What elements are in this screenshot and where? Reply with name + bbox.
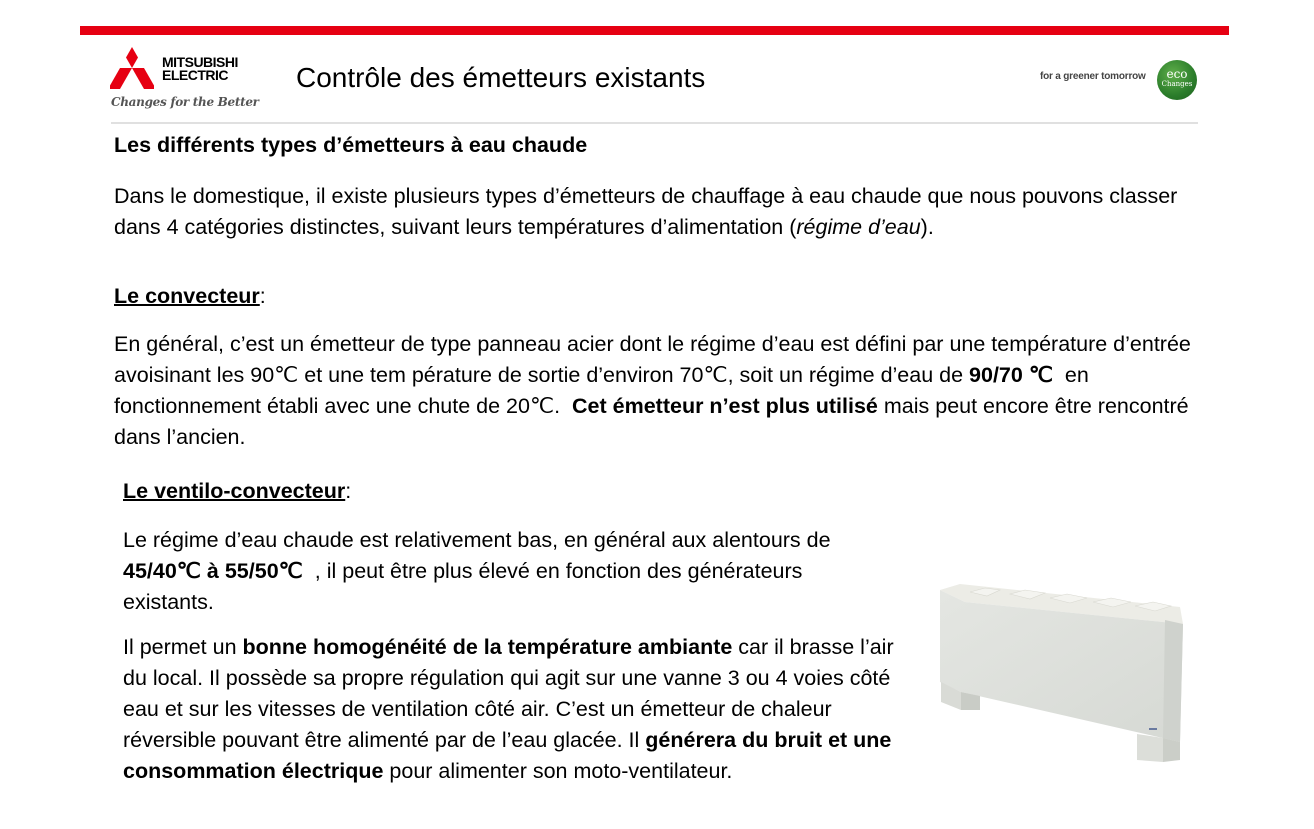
- intro-paragraph: [114, 181, 1204, 243]
- ventilo-colon: :: [345, 479, 352, 503]
- page-title: Contrôle des émetteurs existants: [296, 62, 706, 93]
- section-heading: Les différents types d’émetteurs à eau chaude: [114, 133, 588, 157]
- convecteur-title: Le convecteur: [114, 284, 260, 308]
- convecteur-text-2: en fonctionnement établi avec une chute de 20℃.: [114, 363, 1095, 418]
- convecteur-colon: :: [259, 284, 266, 308]
- ventilo-p2-text-3: pour alimenter son moto-ventilateur.: [383, 759, 733, 783]
- ventilo-paragraph-1: [123, 525, 883, 618]
- fan-coil-unit-image: [925, 572, 1205, 772]
- brand-line1: MITSUBISHI: [162, 54, 238, 70]
- intro-end: ).: [920, 215, 934, 239]
- eco-badge-top: eco: [1166, 67, 1188, 81]
- ventilo-title: Le ventilo-convecteur: [123, 479, 346, 503]
- convecteur-text-3: mais peut encore être rencontré dans l’ancien.: [114, 394, 1189, 449]
- brand-name: [162, 56, 238, 82]
- intro-italic: régime d’eau: [796, 215, 921, 239]
- ventilo-paragraph-2: [123, 632, 903, 787]
- ventilo-heading: [123, 479, 351, 504]
- convecteur-bold-2: Cet émetteur n’est plus utilisé: [572, 394, 878, 418]
- convecteur-paragraph: [114, 329, 1204, 453]
- convecteur-text-1: En général, c’est un émetteur de type panneau acier dont le régime d’eau est défini par une température d’entrée avoisinant les 90℃ et une tem pérature de sortie d’environ 70℃, soit un régime d’eau de: [114, 332, 1191, 387]
- three-diamonds-icon: [110, 47, 154, 91]
- ventilo-p1-bold: 45/40℃ à 55/50℃: [123, 559, 303, 583]
- ventilo-p1-text-1: Le régime d’eau chaude est relativement bas, en général aux alentours de: [123, 528, 831, 552]
- header-accent-bar: [80, 26, 1229, 35]
- brand-tagline: Changes for the Better: [111, 95, 259, 109]
- ventilo-p2-bold-1: bonne homogénéité de la température ambiante: [242, 635, 733, 659]
- eco-badge-bottom: Changes: [1161, 80, 1193, 88]
- ventilo-p2-text-1: Il permet un: [123, 635, 243, 659]
- convecteur-heading: [114, 284, 266, 309]
- eco-changes-icon: [1157, 60, 1197, 100]
- ventilo-p2-text-2: car il brasse l’air du local. Il possède sa propre régulation qui agit sur une vanne 3 ou 4 voies côté eau et sur les vitesses de ventilation côté air. C’est un émetteur de chaleur réversible pouvant être alimenté par de l’eau glacée. Il: [123, 635, 894, 752]
- ventilo-p2-bold-2: générera du bruit et une consommation électrique: [123, 728, 892, 783]
- ventilo-p1-text-2: , il peut être plus élevé en fonction des générateurs existants.: [123, 559, 809, 614]
- mitsubishi-electric-logo: [110, 47, 270, 113]
- brand-line2: ELECTRIC: [162, 67, 228, 83]
- header-divider: [111, 122, 1198, 124]
- convecteur-bold-1: 90/70 ℃: [969, 363, 1053, 387]
- eco-slogan: for a greener tomorrow: [1040, 71, 1146, 82]
- intro-text: Dans le domestique, il existe plusieurs types d’émetteurs de chauffage à eau chaude que nous pouvons classer dans 4 catégories distinctes, suivant leurs températures d’alimentation (: [114, 184, 1178, 239]
